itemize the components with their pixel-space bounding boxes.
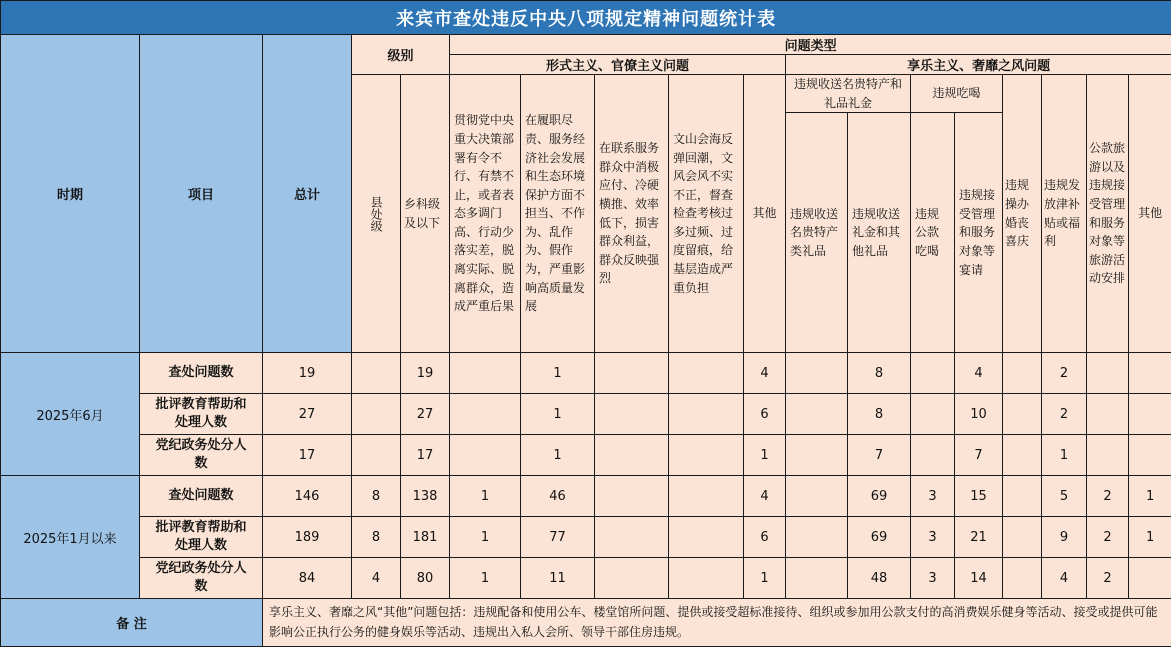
value-cell: 1 (1129, 517, 1171, 558)
header-wedding: 违规操办婚丧喜庆 (1003, 75, 1042, 353)
table-row (1, 558, 1171, 599)
value-cell (595, 394, 669, 435)
period-label: 2025年1月以来 (1, 476, 140, 599)
header-period: 时期 (1, 35, 140, 353)
value-cell (595, 435, 669, 476)
value-cell (595, 353, 669, 394)
value-cell (595, 476, 669, 517)
value-cell: 1 (744, 435, 786, 476)
header-gift-col-2: 违规收送礼金和其他礼品 (848, 113, 911, 353)
value-cell: 5 (1042, 476, 1087, 517)
header-travel: 公款旅游以及违规接受管理和服务对象等旅游活动安排 (1087, 75, 1129, 353)
header-hedonism: 享乐主义、奢靡之风问题 (786, 55, 1171, 75)
value-cell (911, 353, 955, 394)
header-dining-group: 违规吃喝 (911, 75, 1003, 113)
note-label: 备 注 (1, 599, 263, 647)
value-cell (669, 476, 744, 517)
header-formalism-col-2: 在履职尽责、服务经济社会发展和生态环境保护方面不担当、不作为、乱作为、假作为，严重影响高质量发展 (521, 75, 595, 353)
value-cell (1003, 394, 1042, 435)
total-cell: 17 (263, 435, 352, 476)
value-cell (786, 435, 848, 476)
value-cell: 181 (401, 517, 450, 558)
value-cell: 69 (848, 517, 911, 558)
header-problem-type: 问题类型 (450, 35, 1171, 55)
table-row (1, 353, 1171, 394)
value-cell: 1 (1129, 476, 1171, 517)
value-cell (1129, 394, 1171, 435)
value-cell: 27 (401, 394, 450, 435)
value-cell: 69 (848, 476, 911, 517)
value-cell (1003, 353, 1042, 394)
value-cell: 2 (1042, 353, 1087, 394)
value-cell (1129, 353, 1171, 394)
table-row (1, 517, 1171, 558)
value-cell: 1 (450, 517, 521, 558)
value-cell (1087, 394, 1129, 435)
value-cell: 1 (450, 476, 521, 517)
value-cell: 3 (911, 558, 955, 599)
header-dining-col-2: 违规接受管理和服务对象等宴请 (955, 113, 1003, 353)
value-cell (595, 558, 669, 599)
value-cell: 138 (401, 476, 450, 517)
value-cell (595, 517, 669, 558)
value-cell (1129, 435, 1171, 476)
value-cell: 1 (521, 353, 595, 394)
value-cell: 2 (1087, 558, 1129, 599)
value-cell: 7 (848, 435, 911, 476)
header-total: 总计 (263, 35, 352, 353)
value-cell: 21 (955, 517, 1003, 558)
total-cell: 84 (263, 558, 352, 599)
value-cell (911, 394, 955, 435)
value-cell: 8 (352, 517, 401, 558)
value-cell (352, 353, 401, 394)
header-county-level: 县处级 (352, 75, 401, 353)
value-cell (450, 353, 521, 394)
row-item-label: 查处问题数 (140, 353, 263, 394)
total-cell: 19 (263, 353, 352, 394)
value-cell: 3 (911, 517, 955, 558)
value-cell: 6 (744, 517, 786, 558)
header-gift-col-1: 违规收送名贵特产类礼品 (786, 113, 848, 353)
row-item-label: 批评教育帮助和处理人数 (140, 394, 263, 435)
value-cell: 8 (848, 353, 911, 394)
header-township-level: 乡科级及以下 (401, 75, 450, 353)
total-cell: 27 (263, 394, 352, 435)
value-cell (669, 517, 744, 558)
value-cell (911, 435, 955, 476)
value-cell (450, 394, 521, 435)
header-item: 项目 (140, 35, 263, 353)
value-cell: 1 (1042, 435, 1087, 476)
header-formalism-other: 其他 (744, 75, 786, 353)
value-cell: 9 (1042, 517, 1087, 558)
value-cell: 2 (1087, 517, 1129, 558)
value-cell: 4 (744, 353, 786, 394)
table-row (1, 394, 1171, 435)
table-body (1, 353, 1171, 599)
value-cell: 4 (1042, 558, 1087, 599)
value-cell (352, 394, 401, 435)
value-cell: 46 (521, 476, 595, 517)
header-hedonism-other: 其他 (1129, 75, 1171, 353)
table-row (1, 435, 1171, 476)
value-cell: 19 (401, 353, 450, 394)
header-level: 级别 (352, 35, 450, 75)
value-cell: 1 (450, 558, 521, 599)
value-cell (1003, 558, 1042, 599)
value-cell (669, 353, 744, 394)
value-cell (786, 517, 848, 558)
table-title: 来宾市查处违反中央八项规定精神问题统计表 (1, 1, 1171, 35)
value-cell: 17 (401, 435, 450, 476)
value-cell (1087, 353, 1129, 394)
header-formalism-col-1: 贯彻党中央重大决策部署有令不行、有禁不止，或者表态多调门高、行动少落实差，脱离实际、脱离群众，造成严重后果 (450, 75, 521, 353)
value-cell (669, 394, 744, 435)
value-cell (1003, 517, 1042, 558)
value-cell (1003, 476, 1042, 517)
value-cell: 1 (744, 558, 786, 599)
value-cell: 2 (1087, 476, 1129, 517)
value-cell: 1 (521, 394, 595, 435)
value-cell: 6 (744, 394, 786, 435)
value-cell: 4 (955, 353, 1003, 394)
header-formalism-col-3: 在联系服务群众中消极应付、冷硬横推、效率低下，损害群众利益，群众反映强烈 (595, 75, 669, 353)
value-cell: 10 (955, 394, 1003, 435)
header-dining-col-1: 违规公款吃喝 (911, 113, 955, 353)
row-item-label: 党纪政务处分人数 (140, 558, 263, 599)
value-cell (786, 394, 848, 435)
value-cell (669, 435, 744, 476)
value-cell (1003, 435, 1042, 476)
value-cell: 4 (744, 476, 786, 517)
value-cell: 1 (521, 435, 595, 476)
table-row (1, 476, 1171, 517)
value-cell: 80 (401, 558, 450, 599)
value-cell (352, 435, 401, 476)
value-cell: 11 (521, 558, 595, 599)
row-item-label: 查处问题数 (140, 476, 263, 517)
value-cell: 15 (955, 476, 1003, 517)
value-cell: 2 (1042, 394, 1087, 435)
total-cell: 146 (263, 476, 352, 517)
value-cell (786, 558, 848, 599)
value-cell (669, 558, 744, 599)
value-cell (786, 353, 848, 394)
value-cell (450, 435, 521, 476)
period-label: 2025年6月 (1, 353, 140, 476)
value-cell: 7 (955, 435, 1003, 476)
value-cell: 77 (521, 517, 595, 558)
header-gift-group: 违规收送名贵特产和礼品礼金 (786, 75, 911, 113)
value-cell: 14 (955, 558, 1003, 599)
header-subsidy: 违规发放津补贴或福利 (1042, 75, 1087, 353)
note-text: 享乐主义、奢靡之风“其他”问题包括：违规配备和使用公车、楼堂馆所问题、提供或接受超标准接待、组织或参加用公款支付的高消费娱乐健身等活动、接受或提供可能影响公正执行公务的健身娱乐等活动、违规出入私人会所、领导干部住房违规。 (263, 599, 1171, 647)
value-cell: 8 (352, 476, 401, 517)
header-formalism: 形式主义、官僚主义问题 (450, 55, 786, 75)
value-cell (1129, 558, 1171, 599)
value-cell (786, 476, 848, 517)
value-cell: 3 (911, 476, 955, 517)
row-item-label: 党纪政务处分人数 (140, 435, 263, 476)
value-cell: 4 (352, 558, 401, 599)
value-cell: 48 (848, 558, 911, 599)
total-cell: 189 (263, 517, 352, 558)
header-formalism-col-4: 文山会海反弹回潮，文风会风不实不正，督查检查考核过多过频、过度留痕，给基层造成严重负担 (669, 75, 744, 353)
row-item-label: 批评教育帮助和处理人数 (140, 517, 263, 558)
value-cell: 8 (848, 394, 911, 435)
value-cell (1087, 435, 1129, 476)
